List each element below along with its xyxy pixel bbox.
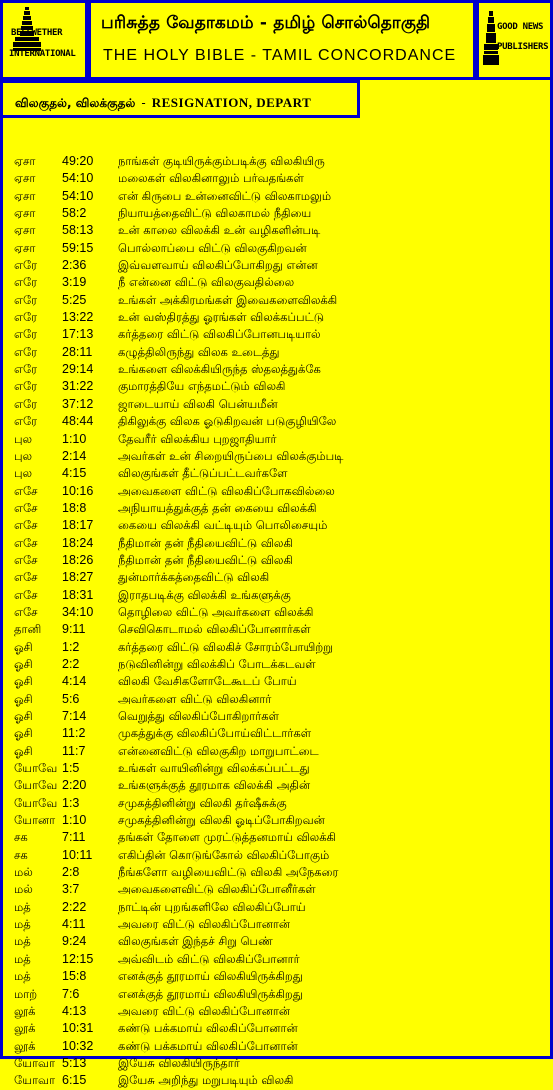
entry-verse: எகிப்தின் கொடுங்கோல் விலகிப்போகும் xyxy=(118,847,330,862)
concordance-entry xyxy=(14,431,544,448)
concordance-entry xyxy=(14,691,544,708)
entry-book: எசே xyxy=(14,587,38,602)
entry-verse: மலைகள் விலகினாலும் பர்வதங்கள் xyxy=(118,171,304,186)
entry-book: ஓசி xyxy=(14,639,33,654)
topic-separator: - xyxy=(141,96,146,110)
entry-reference: 54:10 xyxy=(62,171,94,186)
entry-reference: 2:20 xyxy=(62,778,87,793)
concordance-entry xyxy=(14,881,544,898)
entry-book: மத் xyxy=(14,899,31,914)
concordance-entry xyxy=(14,396,544,413)
entry-verse: தங்கள் தோளை முரட்டுத்தனமாய் விலக்கி xyxy=(118,830,336,845)
entry-book: லூக் xyxy=(14,1021,36,1036)
entry-verse: உங்கள் அக்கிரமங்கள் இவைகளைவிலக்கி xyxy=(118,292,338,307)
entry-verse: நீதிமான் தன் நீதியைவிட்டு விலகி xyxy=(118,535,293,550)
entry-book: சக xyxy=(14,830,28,845)
title-english: THE HOLY BIBLE - TAMIL CONCORDANCE xyxy=(103,47,457,64)
concordance-entry xyxy=(14,1003,544,1020)
concordance-entry xyxy=(14,829,544,846)
entry-verse: எனக்குத் தூரமாய் விலகியிருக்கிறது xyxy=(118,986,303,1001)
entry-verse: கழுத்திலிருந்து விலக உடைத்து xyxy=(118,344,280,359)
concordance-entry xyxy=(14,986,544,1003)
concordance-entry xyxy=(14,292,544,309)
concordance-entry xyxy=(14,899,544,916)
entry-reference: 1:3 xyxy=(62,795,80,810)
concordance-entry xyxy=(14,1055,544,1072)
concordance-entry xyxy=(14,205,544,222)
concordance-entry xyxy=(14,483,544,500)
concordance-entry xyxy=(14,621,544,638)
entry-reference: 18:24 xyxy=(62,535,94,550)
entry-verse: உங்களை விலக்கியிருந்த ஸ்தலத்துக்கே xyxy=(118,362,321,377)
entry-book: எரே xyxy=(14,327,38,342)
concordance-entry xyxy=(14,673,544,690)
entry-book: ஓசி xyxy=(14,691,33,706)
concordance-entry xyxy=(14,708,544,725)
entry-verse: நீதிமான் தன் நீதியைவிட்டு விலகி xyxy=(118,552,293,567)
concordance-entry xyxy=(14,344,544,361)
title-banner xyxy=(88,0,476,80)
entry-verse: அநியாயத்துக்குத் தன் கையை விலக்கி xyxy=(118,500,317,515)
concordance-entry xyxy=(14,552,544,569)
entry-verse: வெறுத்து விலகிப்போகிறார்கள் xyxy=(118,709,280,723)
entry-book: எசே xyxy=(14,535,38,550)
entry-verse: கர்த்தரை விட்டு விலகிப்போனபடியால் xyxy=(118,327,321,342)
bellwether-logo xyxy=(0,0,88,80)
entry-verse: தேவரீர் விலக்கிய புறஜாதியார் xyxy=(118,431,277,446)
concordance-entry xyxy=(14,413,544,430)
entry-reference: 49:20 xyxy=(62,154,94,168)
title-tamil: பரிசுத்த வேதாகமம் - தமிழ் சொல்தொகுதி xyxy=(101,13,431,33)
left-logo-line-1: BELLWETHER xyxy=(11,28,63,38)
entry-book: எரே xyxy=(14,310,38,325)
entry-book: மல் xyxy=(14,865,33,880)
entry-verse: இவ்வளவாய் விலகிப்போகிறது என்ன xyxy=(118,258,318,273)
entry-verse: துன்மார்க்கத்தைவிட்டு விலகி xyxy=(118,570,270,585)
entry-verse: நீ என்னை விட்டு விலகுவதில்லை xyxy=(118,275,295,290)
left-logo-line-2: INTERNATIONAL xyxy=(9,49,76,59)
entry-reference: 3:7 xyxy=(62,882,80,897)
entry-verse: எனக்குத் தூரமாய் விலகியிருக்கிறது xyxy=(118,969,303,984)
entry-reference: 12:15 xyxy=(62,951,94,966)
concordance-entry xyxy=(14,864,544,881)
entry-verse: அவரை விட்டு விலகிப்போனான் xyxy=(118,917,291,932)
entry-book: மத் xyxy=(14,934,31,949)
entry-book: ஏசா xyxy=(14,171,36,186)
entry-reference: 7:11 xyxy=(62,830,86,845)
entry-verse: உங்கள் வாயினின்று விலக்கப்பட்டது xyxy=(118,761,310,776)
concordance-entry xyxy=(14,257,544,274)
entry-book: எரே xyxy=(14,258,38,273)
entry-reference: 18:31 xyxy=(62,587,94,602)
entry-reference: 31:22 xyxy=(62,379,94,394)
entry-reference: 28:11 xyxy=(62,344,93,359)
entry-verse: அவ்விடம் விட்டு விலகிப்போனார் xyxy=(118,951,300,966)
entry-book: சக xyxy=(14,847,28,862)
entry-reference: 17:13 xyxy=(62,327,94,342)
entry-reference: 2:8 xyxy=(62,865,80,880)
concordance-entry xyxy=(14,465,544,482)
entry-book: லூக் xyxy=(14,1003,36,1018)
concordance-entry xyxy=(14,517,544,534)
entry-book: யோவா xyxy=(14,1055,56,1070)
entry-book: எசே xyxy=(14,570,38,585)
entry-reference: 9:11 xyxy=(62,622,86,637)
entry-verse: முகத்துக்கு விலகிப்போய்விட்டார்கள் xyxy=(118,726,312,741)
entry-reference: 5:25 xyxy=(62,292,87,307)
entry-book: எசே xyxy=(14,483,38,498)
entry-book: மாற் xyxy=(14,986,38,1001)
concordance-entry xyxy=(14,933,544,950)
concordance-entry xyxy=(14,1020,544,1037)
concordance-entry xyxy=(14,448,544,465)
entry-verse: அவர்கள் உன் சிறையிருப்பை விலக்கும்படி xyxy=(118,448,344,463)
entry-reference: 18:17 xyxy=(62,518,94,533)
entry-book: எரே xyxy=(14,292,38,307)
entry-verse: கண்டு பக்கமாய் விலகிப்போனான் xyxy=(118,1038,298,1053)
entry-reference: 48:44 xyxy=(62,414,94,429)
entry-verse: பொல்லாப்பை விட்டு விலகுகிறவன் xyxy=(118,240,307,255)
entry-verse: இயேசு அறிந்து மறுபடியும் விலகி xyxy=(118,1073,294,1088)
concordance-entry xyxy=(14,760,544,777)
concordance-entry xyxy=(14,1038,544,1055)
entry-verse: அவர்களை விட்டு விலகினார் xyxy=(118,691,272,706)
entry-reference: 10:11 xyxy=(62,847,93,862)
page-header xyxy=(0,0,553,80)
entry-reference: 5:6 xyxy=(62,691,80,706)
entry-book: யோவே xyxy=(14,795,58,810)
entry-book: புல xyxy=(14,466,33,481)
concordance-entry xyxy=(14,153,544,170)
concordance-entry xyxy=(14,725,544,742)
entry-reference: 9:24 xyxy=(62,934,87,949)
entry-book: ஏசா xyxy=(14,223,36,238)
concordance-entry xyxy=(14,222,544,239)
concordance-entry xyxy=(14,274,544,291)
concordance-entry xyxy=(14,240,544,257)
entry-reference: 4:11 xyxy=(62,917,86,932)
entry-reference: 54:10 xyxy=(62,188,94,203)
entry-book: மத் xyxy=(14,969,31,984)
concordance-entry xyxy=(14,916,544,933)
entry-book: யோவா xyxy=(14,1073,56,1088)
topic-heading xyxy=(0,80,360,118)
entry-reference: 2:14 xyxy=(62,448,87,463)
concordance-entry xyxy=(14,743,544,760)
entry-book: எரே xyxy=(14,275,38,290)
entry-book: யோனா xyxy=(14,813,56,828)
entry-book: எரே xyxy=(14,362,38,377)
entry-book: ஏசா xyxy=(14,206,36,221)
concordance-entry xyxy=(14,500,544,517)
entry-verse: சமுகத்தினின்று விலகி ஓடிப்போகிறவன் xyxy=(118,813,325,828)
entry-verse: குமாரத்தியே எந்தமட்டும் விலகி xyxy=(118,379,286,394)
entry-verse: செவிகொடாமல் விலகிப்போனார்கள் xyxy=(118,622,311,637)
entry-book: ஓசி xyxy=(14,674,33,689)
entry-verse: விலகுங்கள் தீட்டுப்பட்டவர்களே xyxy=(118,466,288,481)
topic-english: RESIGNATION, DEPART xyxy=(151,95,312,110)
entry-verse: திகிலுக்கு விலக ஓடுகிறவன் படுகுழியிலே xyxy=(118,414,337,429)
entry-verse: நடுவினின்று விலக்கிப் போடக்கடவள் xyxy=(118,656,316,671)
entry-verse: அவைகளைவிட்டு விலகிப்போனீர்கள் xyxy=(118,882,316,897)
entry-book: புல xyxy=(14,448,33,463)
concordance-entry xyxy=(14,951,544,968)
concordance-entry xyxy=(14,795,544,812)
bell-icon xyxy=(3,3,85,77)
concordance-entry xyxy=(14,378,544,395)
entry-book: ஏசா xyxy=(14,154,36,168)
entry-reference: 6:15 xyxy=(62,1073,87,1088)
entry-reference: 3:19 xyxy=(62,275,87,290)
right-logo-line-2: PUBLISHERS xyxy=(497,42,549,52)
entry-reference: 10:31 xyxy=(62,1021,94,1036)
entry-verse: என்னைவிட்டு விலகுகிற மாறுபாட்டை xyxy=(118,743,319,758)
concordance-entry xyxy=(14,1072,544,1089)
entry-verse: உங்களுக்குத் தூரமாக விலக்கி அதின் xyxy=(118,778,311,793)
concordance-entry xyxy=(14,656,544,673)
entry-verse: அவைகளை விட்டு விலகிப்போகவில்லை xyxy=(118,483,335,498)
entry-book: யோவே xyxy=(14,778,58,793)
entry-book: ஏசா xyxy=(14,188,36,203)
entry-reference: 58:13 xyxy=(62,223,94,238)
entry-book: ஓசி xyxy=(14,709,33,723)
entry-verse: கையை விலக்கி வட்டியும் பொலிசையும் xyxy=(118,518,328,533)
entry-verse: உன் வஸ்திரத்து ஓரங்கள் விலக்கப்பட்டு xyxy=(118,310,325,325)
entry-reference: 1:10 xyxy=(62,431,87,446)
good-news-logo xyxy=(476,0,553,80)
concordance-entry xyxy=(14,569,544,586)
concordance-list xyxy=(14,153,544,1090)
entry-verse: ஜாடையாய் விலகி பென்யமீன் xyxy=(118,396,278,411)
entry-book: ஓசி xyxy=(14,726,33,741)
entry-book: எசே xyxy=(14,500,38,515)
entry-book: மல் xyxy=(14,882,33,897)
entry-reference: 1:5 xyxy=(62,761,80,776)
entry-reference: 2:22 xyxy=(62,899,87,914)
entry-book: எசே xyxy=(14,552,38,567)
concordance-entry xyxy=(14,639,544,656)
concordance-entry xyxy=(14,587,544,604)
concordance-entry xyxy=(14,968,544,985)
entry-book: எசே xyxy=(14,604,38,619)
entry-reference: 10:32 xyxy=(62,1038,94,1053)
entry-book: எரே xyxy=(14,344,38,359)
concordance-entry xyxy=(14,847,544,864)
entry-reference: 34:10 xyxy=(62,604,94,619)
entry-verse: நாங்கள் குடியிருக்கும்படிக்கு விலகியிரு xyxy=(118,154,325,168)
entry-reference: 15:8 xyxy=(62,969,87,984)
right-logo-line-1: GOOD NEWS xyxy=(497,22,544,32)
entry-verse: என் கிருபை உன்னைவிட்டு விலகாமலும் xyxy=(118,188,332,203)
concordance-entry xyxy=(14,812,544,829)
concordance-entry xyxy=(14,604,544,621)
entry-verse: இராதபடிக்கு விலக்கி உங்களுக்கு xyxy=(118,587,291,602)
entry-book: எரே xyxy=(14,414,38,429)
entry-verse: விலகி வேசிகளோடேகூடப் போய் xyxy=(118,674,297,689)
entry-reference: 18:26 xyxy=(62,552,94,567)
concordance-entry xyxy=(14,170,544,187)
entry-book: எசே xyxy=(14,518,38,533)
entry-book: லூக் xyxy=(14,1038,36,1053)
tower-icon xyxy=(479,3,550,77)
concordance-entry xyxy=(14,535,544,552)
concordance-entry xyxy=(14,326,544,343)
entry-book: மத் xyxy=(14,951,31,966)
concordance-entry xyxy=(14,361,544,378)
entry-reference: 4:15 xyxy=(62,466,87,481)
entry-reference: 4:14 xyxy=(62,674,87,689)
entry-verse: உன் காலை விலக்கி உன் வழிகளின்படி xyxy=(118,223,321,238)
entry-reference: 2:2 xyxy=(62,656,80,671)
entry-book: தானி xyxy=(14,622,42,637)
entry-reference: 7:6 xyxy=(62,986,80,1001)
entry-book: ஏசா xyxy=(14,240,36,255)
entry-book: எரே xyxy=(14,379,38,394)
entry-book: ஓசி xyxy=(14,743,33,758)
entry-verse: நீங்களோ வழியைவிட்டு விலகி அநேகரை xyxy=(118,865,339,880)
concordance-entry xyxy=(14,777,544,794)
entry-book: புல xyxy=(14,431,33,446)
entry-reference: 59:15 xyxy=(62,240,94,255)
entry-verse: நாட்டின் புறங்களிலே விலகிப்போய் xyxy=(118,899,306,914)
topic-tamil: விலகுதல், விலக்குதல் xyxy=(15,96,136,110)
entry-book: யோவே xyxy=(14,761,58,776)
entry-book: ஓசி xyxy=(14,656,33,671)
entry-reference: 37:12 xyxy=(62,396,94,411)
entry-verse: நியாயத்தைவிட்டு விலகாமல் நீதியை xyxy=(118,206,312,221)
entry-verse: தொழிலை விட்டு அவர்களை விலக்கி xyxy=(118,604,314,619)
entry-book: எரே xyxy=(14,396,38,411)
entry-reference: 58:2 xyxy=(62,206,87,221)
entry-verse: கண்டு பக்கமாய் விலகிப்போனான் xyxy=(118,1021,298,1036)
entry-reference: 18:8 xyxy=(62,500,87,515)
entry-reference: 1:10 xyxy=(62,813,87,828)
entry-verse: கர்த்தரை விட்டு விலகிச் சோரம்போயிற்று xyxy=(118,639,333,654)
entry-reference: 10:16 xyxy=(62,483,94,498)
entry-book: மத் xyxy=(14,917,31,932)
entry-reference: 1:2 xyxy=(62,639,80,654)
entry-reference: 7:14 xyxy=(62,709,87,723)
entry-verse: விலகுங்கள் இந்தச் சிறு பெண் xyxy=(118,934,273,949)
entry-verse: இயேசு விலகியிருந்தார் xyxy=(118,1055,240,1070)
entry-reference: 11:2 xyxy=(62,726,86,741)
entry-verse: அவரை விட்டு விலகிப்போனான் xyxy=(118,1003,291,1018)
entry-reference: 13:22 xyxy=(62,310,94,325)
entry-reference: 5:13 xyxy=(62,1055,87,1070)
entry-reference: 4:13 xyxy=(62,1003,87,1018)
entry-reference: 29:14 xyxy=(62,362,94,377)
entry-reference: 18:27 xyxy=(62,570,94,585)
entry-verse: சமுகத்தினின்று விலகி தர்ஷீசுக்கு xyxy=(118,795,287,810)
concordance-entry xyxy=(14,309,544,326)
entry-reference: 2:36 xyxy=(62,258,87,273)
concordance-entry xyxy=(14,188,544,205)
entry-reference: 11:7 xyxy=(62,743,86,758)
